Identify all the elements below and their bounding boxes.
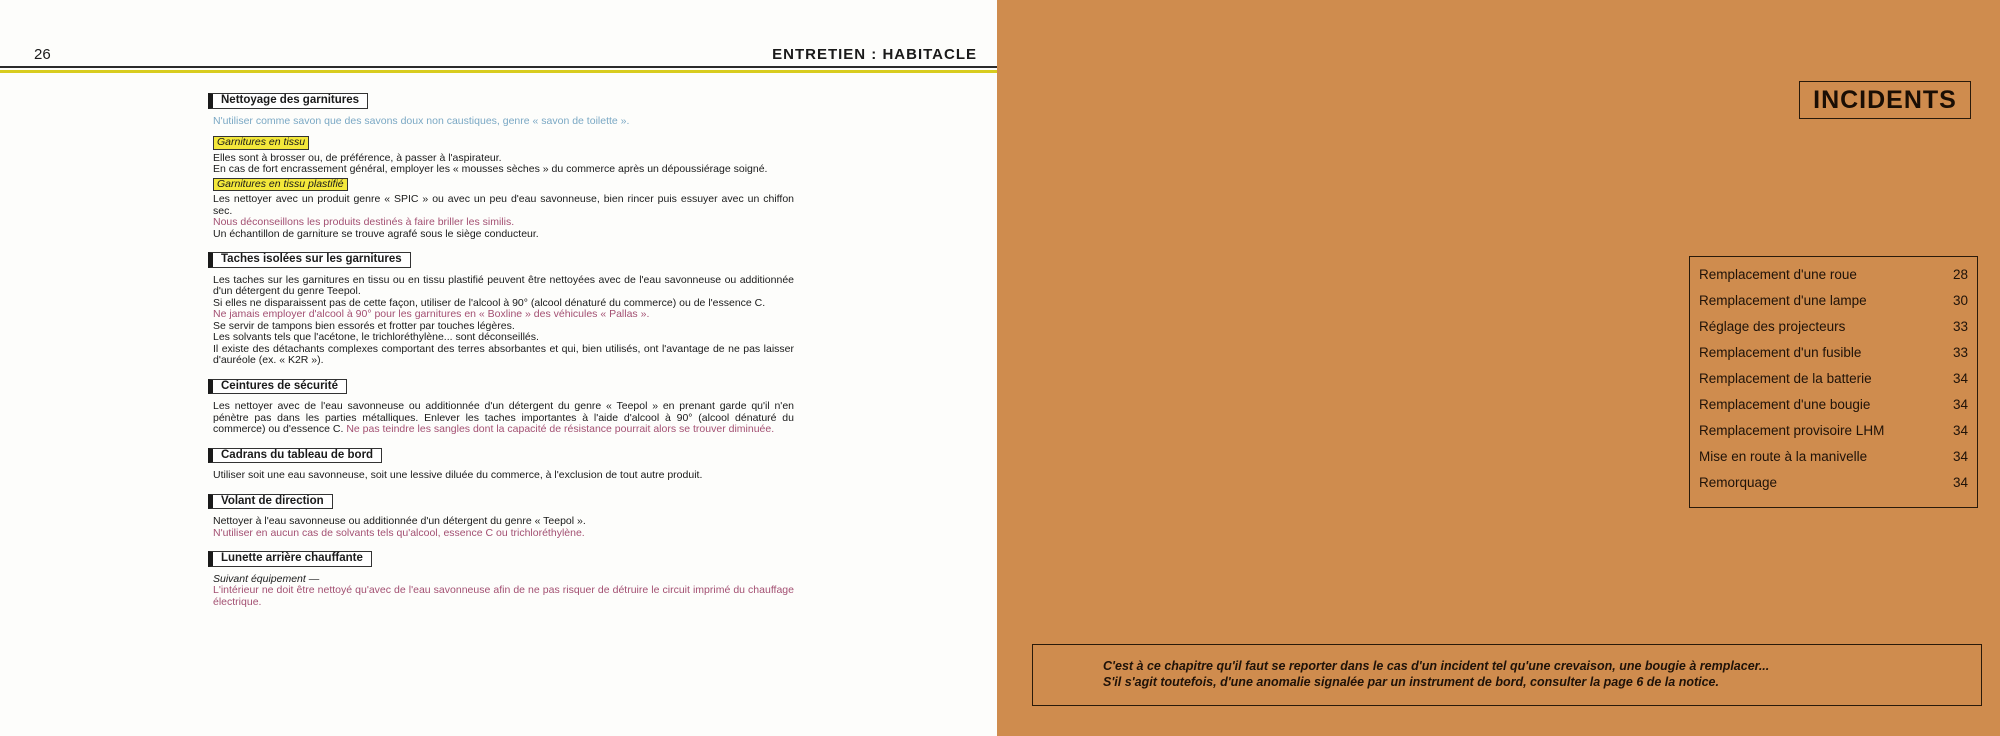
toc-label: Remplacement d'une lampe — [1699, 293, 1867, 308]
toc-label: Mise en route à la manivelle — [1699, 449, 1868, 464]
section-lunette — [208, 551, 794, 608]
table-of-contents — [1689, 256, 1978, 508]
toc-item[interactable] — [1699, 345, 1968, 365]
paragraph: Les solvants tels que l'acétone, le trichloréthylène... sont déconseillés. — [213, 331, 539, 343]
section-nettoyage — [208, 93, 794, 240]
note-line: S'il s'agit toutefois, d'une anomalie signalée par un instrument de bord, consulter la page 6 de la notice. — [1103, 675, 1719, 689]
paragraph: Si elles ne disparaissent pas de cette façon, utiliser de l'alcool à 90° (alcool dénaturé du commerce) ou de l'essence C. — [213, 296, 766, 309]
subheading-tissu: Garnitures en tissu — [213, 136, 309, 150]
note-line: C'est à ce chapitre qu'il faut se reporter dans le cas d'un incident tel qu'une crevaison, une bougie à remplacer... — [1103, 659, 1770, 673]
section-cadrans — [208, 448, 794, 482]
toc-page: 33 — [1952, 345, 1968, 360]
toc-page: 34 — [1952, 397, 1968, 412]
paragraph: Les nettoyer avec un produit genre « SPIC » ou avec un peu d'eau savonneuse, bien rincer puis essuyer avec un chiffon sec. — [213, 193, 794, 217]
warning-text: N'utiliser en aucun cas de solvants tels qu'alcool, essence C ou trichloréthylène. — [213, 526, 585, 539]
chapter-title: INCIDENTS — [1799, 81, 1971, 119]
paragraph: Utiliser soit une eau savonneuse, soit une lessive diluée du commerce, à l'exclusion de tout autre produit. — [213, 469, 703, 481]
section-heading: Taches isolées sur les garnitures — [208, 252, 411, 268]
section-heading: Ceintures de sécurité — [208, 379, 347, 395]
toc-page: 33 — [1952, 319, 1968, 334]
toc-item[interactable] — [1699, 293, 1968, 313]
toc-item[interactable] — [1699, 475, 1968, 495]
maintenance-content — [208, 93, 794, 608]
toc-page: 34 — [1952, 371, 1968, 386]
paragraph: Nettoyer à l'eau savonneuse ou additionnée d'un détergent du genre « Teepol ». — [213, 515, 586, 527]
toc-page: 34 — [1952, 449, 1968, 464]
equipment-note: Suivant équipement — — [213, 572, 320, 585]
section-heading: Cadrans du tableau de bord — [208, 448, 382, 464]
warning-text: Ne pas teindre les sangles dont la capacité de résistance pourrait alors se trouver diminuée. — [346, 423, 775, 435]
paragraph: En cas de fort encrassement général, employer les « mousses sèches » du commerce après un dépoussiérage soigné. — [213, 163, 768, 175]
section-volant — [208, 494, 794, 540]
paragraph: Un échantillon de garniture se trouve agrafé sous le siège conducteur. — [213, 227, 539, 240]
toc-label: Remplacement de la batterie — [1699, 371, 1872, 386]
paragraph: Elles sont à brosser ou, de préférence, à passer à l'aspirateur. — [213, 151, 502, 164]
toc-page: 28 — [1952, 267, 1968, 282]
page-number: 26 — [34, 46, 51, 63]
toc-label: Réglage des projecteurs — [1699, 319, 1846, 334]
paragraph: Les taches sur les garnitures en tissu ou en tissu plastifié peuvent être nettoyées avec de l'eau savonneuse ou additionnée d'un détergent du genre Teepol. — [213, 273, 794, 297]
section-ceintures — [208, 379, 794, 436]
header-rule-yellow — [0, 70, 997, 73]
toc-page: 30 — [1952, 293, 1968, 308]
toc-page: 34 — [1952, 423, 1968, 438]
left-page — [0, 0, 997, 736]
toc-label: Remplacement d'une roue — [1699, 267, 1857, 282]
toc-label: Remplacement d'un fusible — [1699, 345, 1862, 360]
toc-page: 34 — [1952, 475, 1968, 490]
paragraph: Se servir de tampons bien essorés et frotter par touches légères. — [213, 319, 515, 332]
running-header: ENTRETIEN : HABITACLE — [772, 46, 977, 63]
paragraph: Il existe des détachants complexes comportant des terres absorbantes et qui, bien utilisés, ont l'avantage de ne pas laisser d'auréole (ex. « K2R »). — [213, 342, 794, 366]
toc-item[interactable] — [1699, 397, 1968, 417]
toc-item[interactable] — [1699, 319, 1968, 339]
section-heading: Lunette arrière chauffante — [208, 551, 372, 567]
paragraph-text: Les nettoyer avec de l'eau savonneuse ou additionnée d'un détergent du genre « Teepol » en prenant garde qu'il n'en pénètre pas dans les parties métalliques. Enlever les taches importantes à l'aide d'alcool à 90° (alcool dénaturé du commerce) ou d'essence C. — [213, 400, 794, 435]
header-rule-dark — [0, 66, 997, 68]
toc-label: Remplacement d'une bougie — [1699, 397, 1871, 412]
warning-text: Ne jamais employer d'alcool à 90° pour les garnitures en « Boxline » des véhicules « Pallas ». — [213, 308, 650, 320]
section-heading: Volant de direction — [208, 494, 333, 510]
section-taches — [208, 252, 794, 367]
intro-text: N'utiliser comme savon que des savons doux non caustiques, genre « savon de toilette ». — [213, 114, 630, 127]
toc-item[interactable] — [1699, 423, 1968, 443]
warning-text: L'intérieur ne doit être nettoyé qu'avec de l'eau savonneuse afin de ne pas risquer de détruire le circuit imprimé du chauffage électrique. — [213, 584, 794, 608]
warning-text: Nous déconseillons les produits destinés à faire briller les similis. — [213, 216, 515, 228]
toc-item[interactable] — [1699, 267, 1968, 287]
toc-label: Remorquage — [1699, 475, 1778, 490]
paragraph — [213, 401, 794, 436]
toc-label: Remplacement provisoire LHM — [1699, 423, 1885, 438]
subheading-plastifie: Garnitures en tissu plastifié — [213, 178, 348, 192]
section-heading: Nettoyage des garnitures — [208, 93, 368, 109]
toc-item[interactable] — [1699, 449, 1968, 469]
chapter-note — [1032, 644, 1982, 706]
toc-item[interactable] — [1699, 371, 1968, 391]
